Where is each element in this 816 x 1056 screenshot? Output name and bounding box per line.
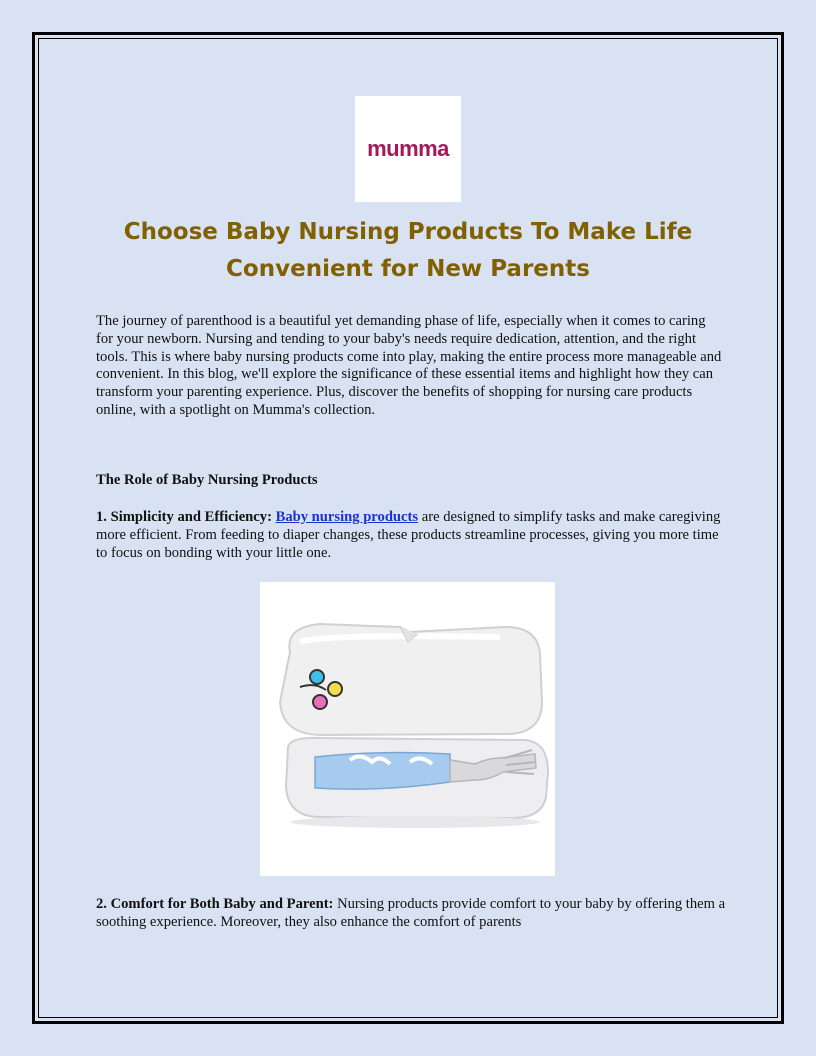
point-simplicity xyxy=(96,509,726,562)
cutlery-case-illustration xyxy=(260,582,555,876)
baby-nursing-products-link[interactable]: Baby nursing products xyxy=(275,509,419,525)
point-comfort xyxy=(96,896,726,932)
product-image-cutlery-case xyxy=(260,582,555,876)
intro-paragraph: The journey of parenthood is a beautiful yet demanding phase of life, especially when it comes to caring for your newborn. Nursing and tending to your baby's needs require dedication, attention, and the right tools. This is where baby nursing products come into play, making the entire process more manageable and convenient. In this blog, we'll explore the significance of these essential items and highlight how they can transform your parenting experience. Plus, discover the benefits of shopping for nursing care products online, with a spotlight on Mumma's collection. xyxy=(96,313,722,418)
page-title: Choose Baby Nursing Products To Make Life Convenient for New Parents xyxy=(123,219,693,282)
point-simplicity-text: are designed to simplify tasks and make caregiving more efficient. From feeding to diaper changes, these products streamline processes, giving you more time to focus on bonding with your little one. xyxy=(96,509,721,561)
section-heading: The Role of Baby Nursing Products xyxy=(96,472,318,488)
point-comfort-lead: 2. Comfort for Both Baby and Parent: xyxy=(96,896,334,912)
logo-brand-text: mumma xyxy=(367,136,449,161)
logo-wordmark xyxy=(367,136,449,162)
point-comfort-text: Nursing products provide comfort to your baby by offering them a soothing experience. Moreover, they also enhance the comfort of parents xyxy=(96,896,726,930)
point-simplicity-lead: 1. Simplicity and Efficiency: xyxy=(96,509,272,525)
mumma-logo xyxy=(355,96,461,202)
